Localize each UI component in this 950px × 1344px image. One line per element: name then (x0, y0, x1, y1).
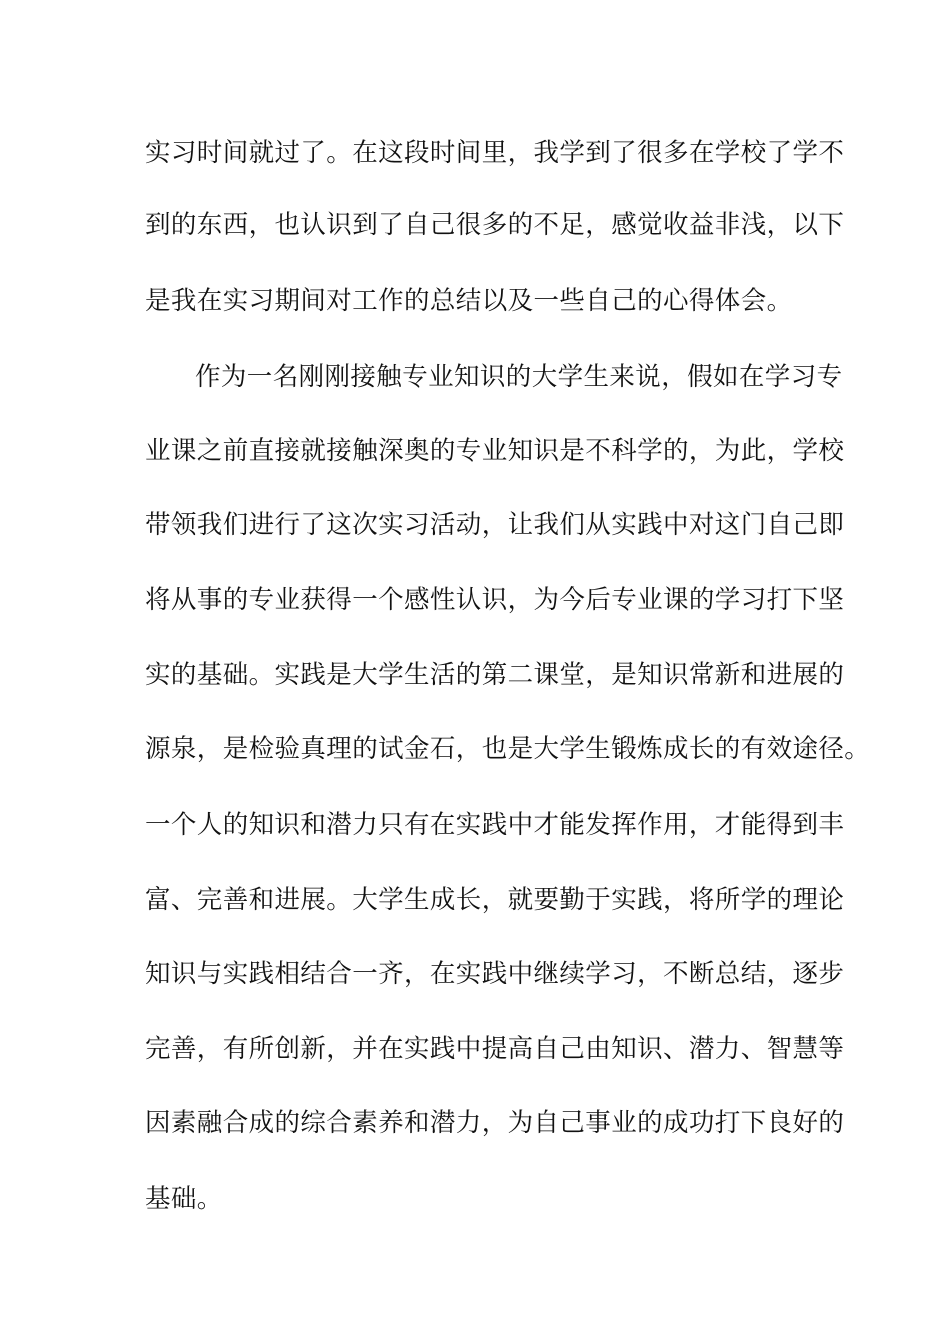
text-line-11: 富、完善和进展。大学生成长，就要勤于实践，将所学的理论 (145, 885, 845, 915)
text-line-5: 业课之前直接就接触深奥的专业知识是不科学的，为此，学校 (145, 436, 845, 466)
text-line-14: 因素融合成的综合素养和潜力，为自己事业的成功打下良好的 (145, 1108, 845, 1138)
text-line-12: 知识与实践相结合一齐，在实践中继续学习，不断总结，逐步 (145, 959, 845, 989)
text-line-3: 是我在实习期间对工作的总结以及一些自己的心得体会。 (145, 286, 793, 316)
text-line-10: 一个人的知识和潜力只有在实践中才能发挥作用，才能得到丰 (145, 810, 845, 840)
text-line-4-paragraph-start: 作为一名刚刚接触专业知识的大学生来说，假如在学习专 (195, 362, 843, 392)
text-line-8: 实的基础。实践是大学生活的第二课堂，是知识常新和进展的 (145, 660, 845, 690)
text-line-6: 带领我们进行了这次实习活动，让我们从实践中对这门自己即 (145, 510, 845, 540)
text-line-13: 完善，有所创新，并在实践中提高自己由知识、潜力、智慧等 (145, 1034, 845, 1064)
text-line-9: 源泉，是检验真理的试金石，也是大学生锻炼成长的有效途径。 (145, 734, 871, 764)
text-line-7: 将从事的专业获得一个感性认识，为今后专业课的学习打下坚 (145, 585, 845, 615)
text-line-15: 基础。 (145, 1184, 223, 1214)
text-line-1: 实习时间就过了。在这段时间里，我学到了很多在学校了学不 (145, 138, 845, 168)
text-line-2: 到的东西，也认识到了自己很多的不足，感觉收益非浅，以下 (145, 210, 845, 240)
